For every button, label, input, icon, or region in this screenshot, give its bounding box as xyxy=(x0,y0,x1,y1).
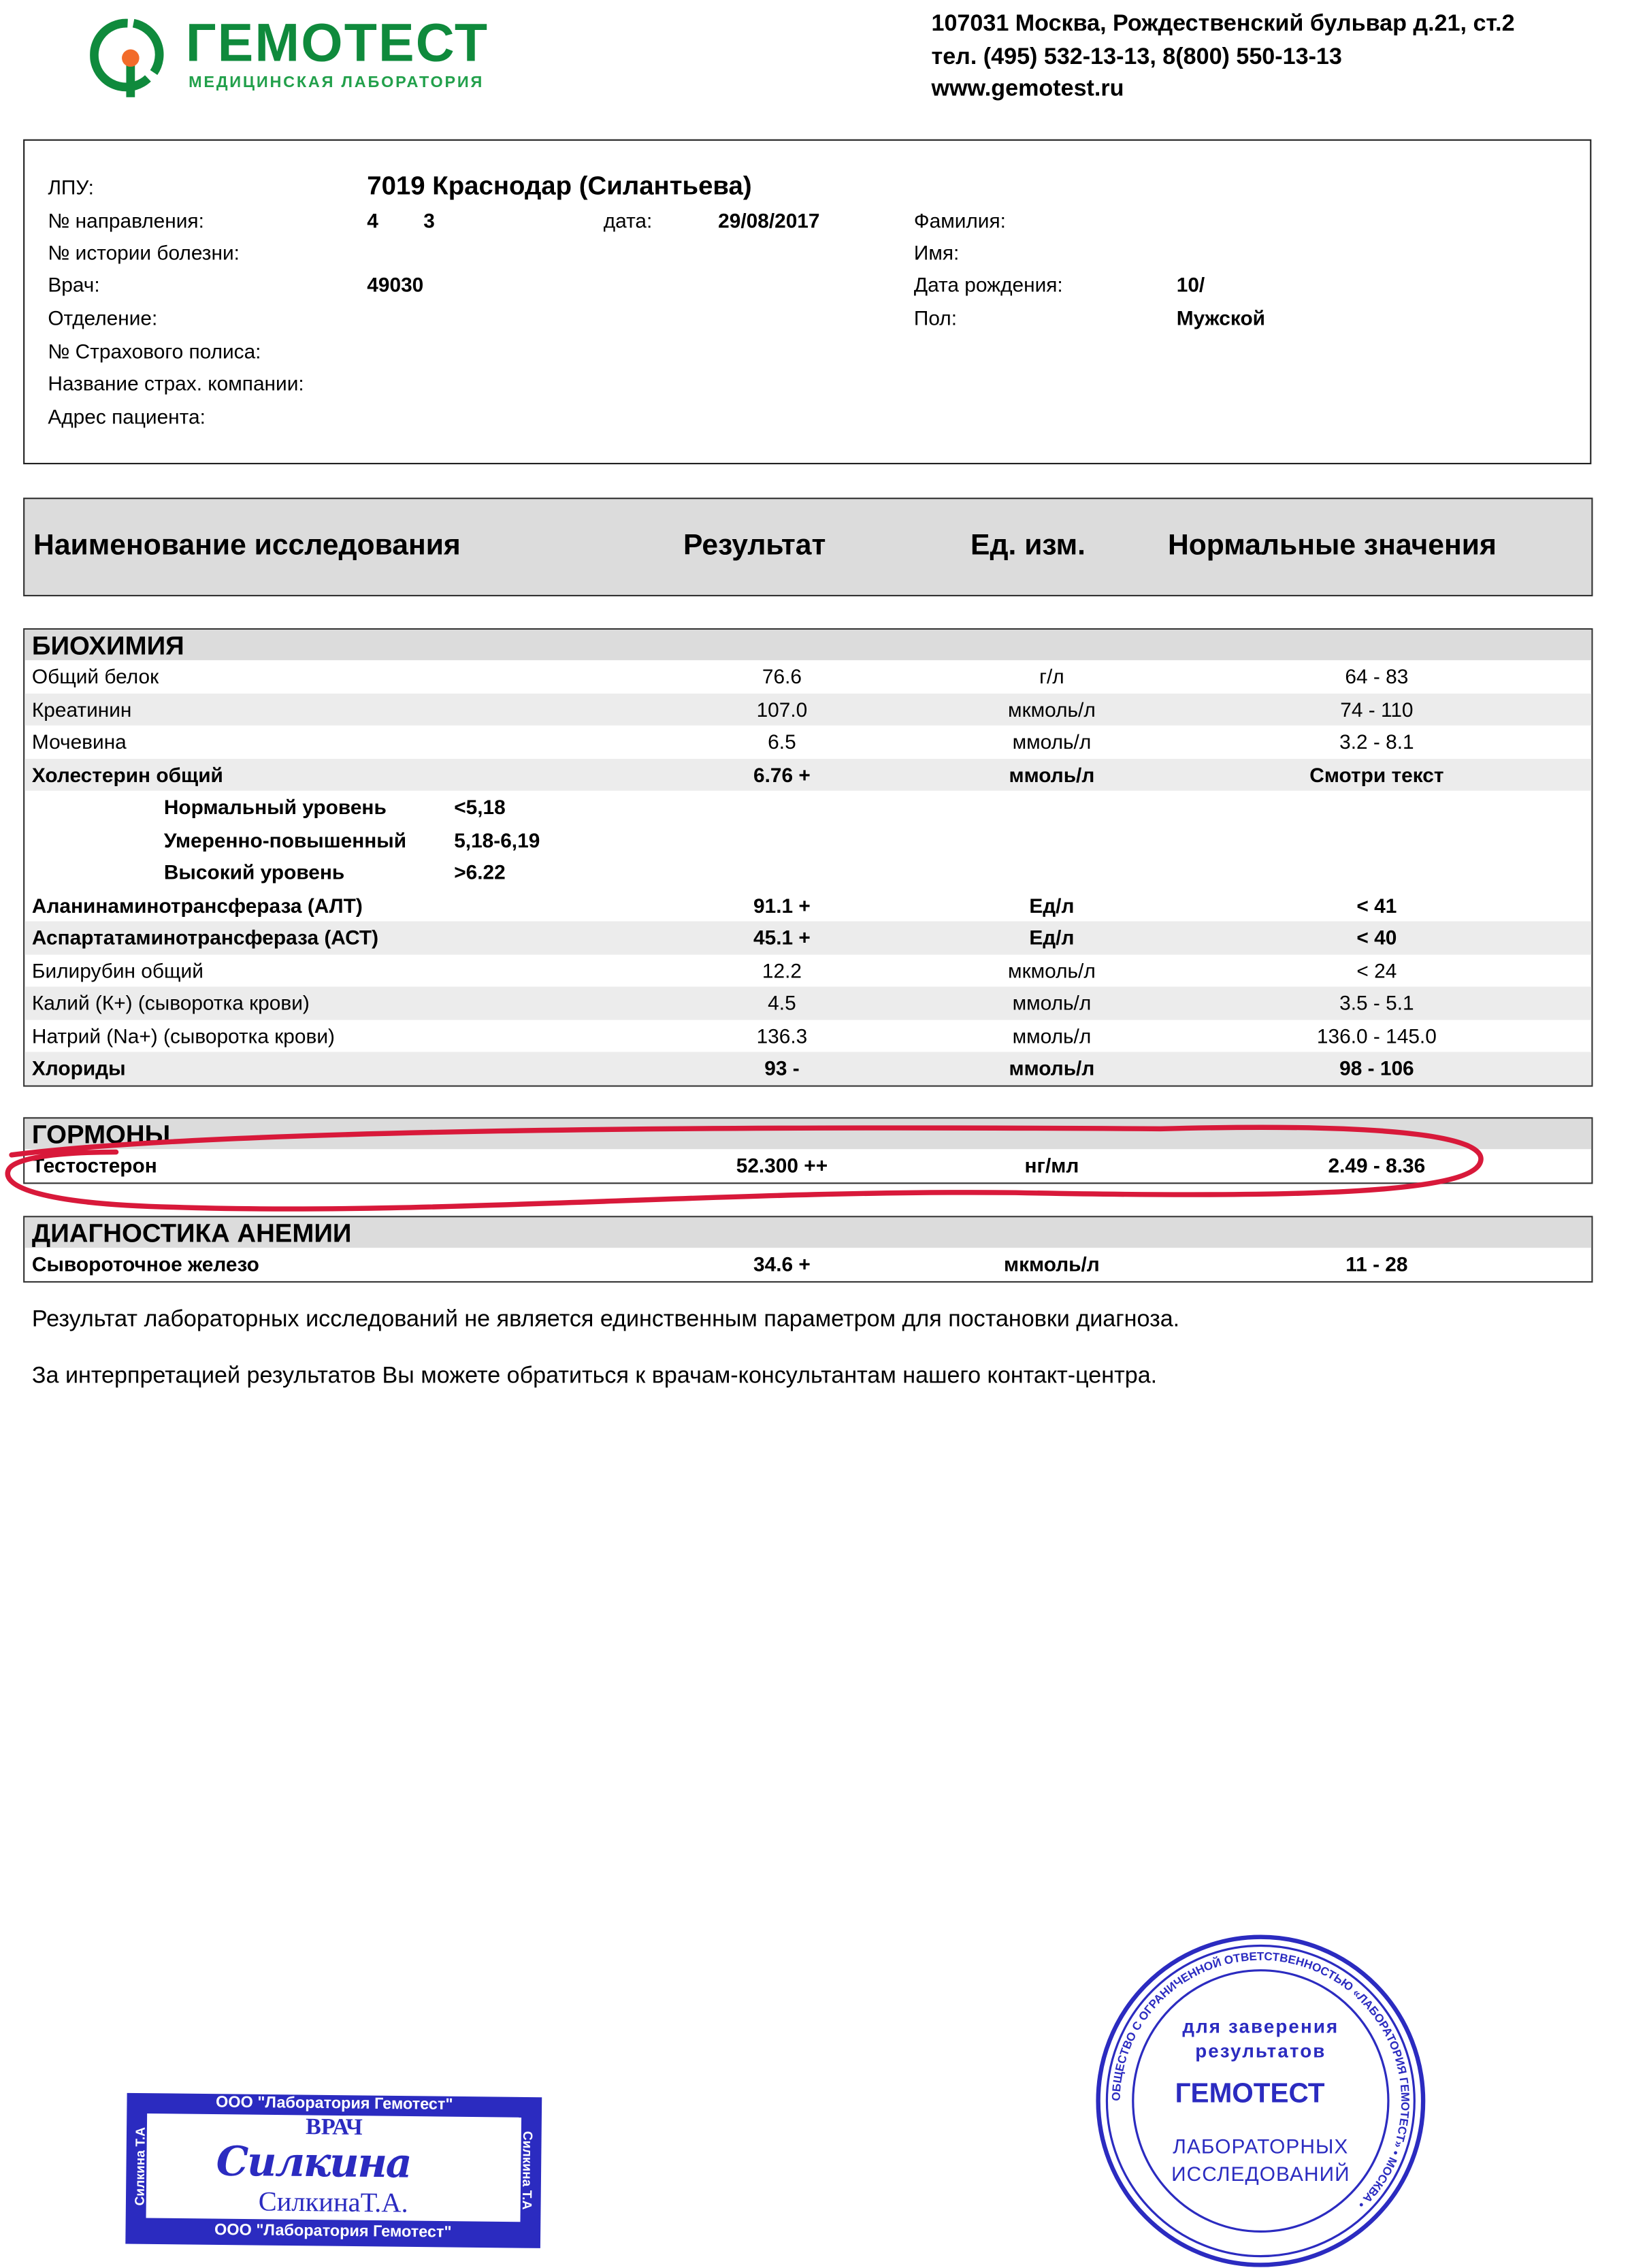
test-result: 93 - xyxy=(764,1056,800,1080)
referral-value: 4 3 xyxy=(367,208,435,233)
sex-value: Мужской xyxy=(1176,306,1266,329)
doctor-stamp-name: СилкинаТ.А. xyxy=(258,2187,409,2220)
reference-label: Высокий уровень xyxy=(163,860,345,884)
test-name: Аланинаминотрансфераза (АЛТ) xyxy=(31,892,363,917)
lab-website[interactable]: www.gemotest.ru xyxy=(931,76,1124,102)
test-result: 6.5 xyxy=(768,730,796,754)
column-name-header: Наименование исследования xyxy=(33,530,461,562)
date-value: 29/08/2017 xyxy=(718,208,820,233)
doctor-stamp-title: ВРАЧ xyxy=(305,2115,363,2141)
test-name: Натрий (Na+) (сыворотка крови) xyxy=(31,1023,335,1047)
test-norm: < 40 xyxy=(1356,925,1397,950)
table-row xyxy=(25,986,1591,1019)
disclaimer-note: Результат лабораторных исследований не является единственным параметром для постановки диагноза. xyxy=(31,1307,1180,1332)
test-result: 45.1 + xyxy=(753,925,811,950)
gemotest-logo-icon xyxy=(90,14,177,99)
test-name: Сывороточное железо xyxy=(31,1252,259,1276)
contact-note: За интерпретацией результатов Вы можете обратиться к врачам-консультантам нашего контакт-центра. xyxy=(31,1363,1158,1389)
test-norm: 11 - 28 xyxy=(1345,1252,1408,1276)
test-norm: 74 - 110 xyxy=(1340,697,1414,721)
policy-label: № Страхового полиса: xyxy=(48,339,261,363)
reference-value: 5,18-6,19 xyxy=(454,828,540,852)
section-title: ГОРМОНЫ xyxy=(25,1118,1591,1149)
test-unit: ммоль/л xyxy=(1009,1056,1095,1080)
reference-value: >6.22 xyxy=(454,860,506,884)
date-label: дата: xyxy=(603,208,653,233)
test-norm: 2.49 - 8.36 xyxy=(1328,1153,1426,1177)
table-row xyxy=(25,726,1591,758)
test-name: Хлориды xyxy=(31,1056,126,1080)
test-result: 6.76 + xyxy=(753,762,811,786)
test-norm: < 24 xyxy=(1356,958,1397,982)
lpu-label: ЛПУ: xyxy=(48,175,94,199)
doctor-stamp-side-left: Силкина Т.А xyxy=(132,2126,148,2206)
doctor-stamp xyxy=(125,2093,542,2248)
test-unit: ммоль/л xyxy=(1012,990,1092,1014)
column-norm-header: Нормальные значения xyxy=(1167,530,1497,562)
test-unit: ммоль/л xyxy=(1009,762,1095,786)
test-unit: Ед/л xyxy=(1029,925,1075,950)
logo-subtitle: МЕДИЦИНСКАЯ ЛАБОРАТОРИЯ xyxy=(189,74,485,92)
doctor-stamp-side-right: Силкина Т.А xyxy=(519,2131,536,2210)
section-biochemistry xyxy=(23,628,1593,1086)
history-label: № истории болезни: xyxy=(48,240,240,264)
reference-subrow xyxy=(25,856,1591,889)
test-name: Мочевина xyxy=(31,730,127,754)
lab-phone: тел. (495) 532-13-13, 8(800) 550-13-13 xyxy=(931,45,1342,70)
test-result: 12.2 xyxy=(762,958,802,982)
test-name: Калий (К+) (сыворотка крови) xyxy=(31,990,310,1014)
test-name: Аспартатаминотрансфераза (АСТ) xyxy=(31,925,379,950)
test-unit: мкмоль/л xyxy=(1004,1252,1100,1276)
lab-stamp-line1: для заверения xyxy=(1182,2015,1339,2037)
test-norm: 136.0 - 145.0 xyxy=(1316,1023,1437,1047)
sex-label: Пол: xyxy=(913,306,958,329)
column-unit-header: Ед. изм. xyxy=(970,530,1086,562)
test-unit: мкмоль/л xyxy=(1008,697,1096,721)
table-row xyxy=(25,954,1591,987)
doctor-stamp-org-bottom: ООО "Лаборатория Гемотест" xyxy=(214,2221,452,2242)
reference-subrow xyxy=(25,824,1591,856)
test-result: 91.1 + xyxy=(753,892,811,917)
logo-name: ГЕМОТЕСТ xyxy=(185,13,489,73)
doctor-value: 49030 xyxy=(367,272,424,296)
doctor-signature: Силкина xyxy=(216,2137,411,2188)
lab-stamp-line4: ИССЛЕДОВАНИЙ xyxy=(1171,2162,1350,2186)
test-name: Креатинин xyxy=(31,697,132,721)
test-result: 52.300 ++ xyxy=(736,1153,828,1177)
reference-label: Нормальный уровень xyxy=(163,795,387,819)
test-unit: ммоль/л xyxy=(1012,1023,1092,1047)
test-name: Холестерин общий xyxy=(31,762,223,786)
doctor-label: Врач: xyxy=(48,272,100,296)
test-result: 34.6 + xyxy=(753,1252,811,1276)
insurer-label: Название страх. компании: xyxy=(48,371,304,395)
lab-stamp-line3: ЛАБОРАТОРНЫХ xyxy=(1173,2134,1349,2158)
test-unit: нг/мл xyxy=(1024,1153,1079,1177)
table-row xyxy=(25,693,1591,726)
lab-stamp-line2: результатов xyxy=(1195,2040,1326,2062)
birth-label: Дата рождения: xyxy=(913,272,1063,296)
patient-info-box xyxy=(23,140,1591,464)
lab-stamp-ring-text: ОБЩЕСТВО С ОГРАНИЧЕННОЙ ОТВЕТСТВЕННОСТЬЮ «ЛАБОРАТОРИЯ ГЕМОТЕСТ» • МОСКВА • xyxy=(1109,1949,1412,2211)
table-row xyxy=(25,922,1591,954)
referral-label: № направления: xyxy=(48,208,204,233)
table-row xyxy=(25,1052,1591,1084)
doctor-stamp-org-top: ООО "Лаборатория Гемотест" xyxy=(215,2094,453,2114)
address-label: Адрес пациента: xyxy=(48,404,206,428)
test-result: 136.3 xyxy=(756,1023,808,1047)
test-norm: 64 - 83 xyxy=(1345,664,1409,688)
lab-address: 107031 Москва, Рождественский бульвар д.21, ст.2 xyxy=(931,12,1515,37)
reference-value: <5,18 xyxy=(454,795,506,819)
lab-stamp xyxy=(1094,1934,1427,2267)
lab-stamp-logo: ГЕМОТЕСТ xyxy=(1175,2079,1325,2110)
test-norm: 3.2 - 8.1 xyxy=(1339,730,1414,754)
surname-label: Фамилия: xyxy=(913,208,1006,233)
test-unit: мкмоль/л xyxy=(1008,958,1096,982)
test-name: Тестостерон xyxy=(31,1153,157,1177)
section-title: ДИАГНОСТИКА АНЕМИИ xyxy=(25,1217,1591,1248)
reference-subrow xyxy=(25,791,1591,824)
test-result: 76.6 xyxy=(762,664,802,688)
birth-value: 10/ xyxy=(1176,272,1205,296)
name-label: Имя: xyxy=(913,240,960,264)
test-result: 4.5 xyxy=(768,990,796,1014)
column-result-header: Результат xyxy=(683,530,826,562)
lpu-value: 7019 Краснодар (Силантьева) xyxy=(367,171,752,201)
department-label: Отделение: xyxy=(48,306,158,329)
results-table-header xyxy=(23,498,1593,596)
test-norm: < 41 xyxy=(1356,892,1397,917)
table-row xyxy=(25,758,1591,791)
red-highlight-ellipse xyxy=(0,1117,1509,1226)
test-name: Общий белок xyxy=(31,664,159,688)
table-row xyxy=(25,660,1591,693)
test-result: 107.0 xyxy=(756,697,808,721)
table-row xyxy=(25,1019,1591,1052)
test-unit: Ед/л xyxy=(1029,892,1075,917)
test-unit: г/л xyxy=(1039,664,1064,688)
test-norm: Смотри текст xyxy=(1309,762,1444,786)
test-norm: 3.5 - 5.1 xyxy=(1339,990,1414,1014)
table-row xyxy=(25,1248,1591,1280)
section-title: БИОХИМИЯ xyxy=(25,630,1591,660)
test-norm: 98 - 106 xyxy=(1339,1056,1414,1080)
reference-label: Умеренно-повышенный xyxy=(163,828,407,852)
test-unit: ммоль/л xyxy=(1012,730,1092,754)
test-name: Билирубин общий xyxy=(31,958,203,982)
table-row xyxy=(25,889,1591,922)
